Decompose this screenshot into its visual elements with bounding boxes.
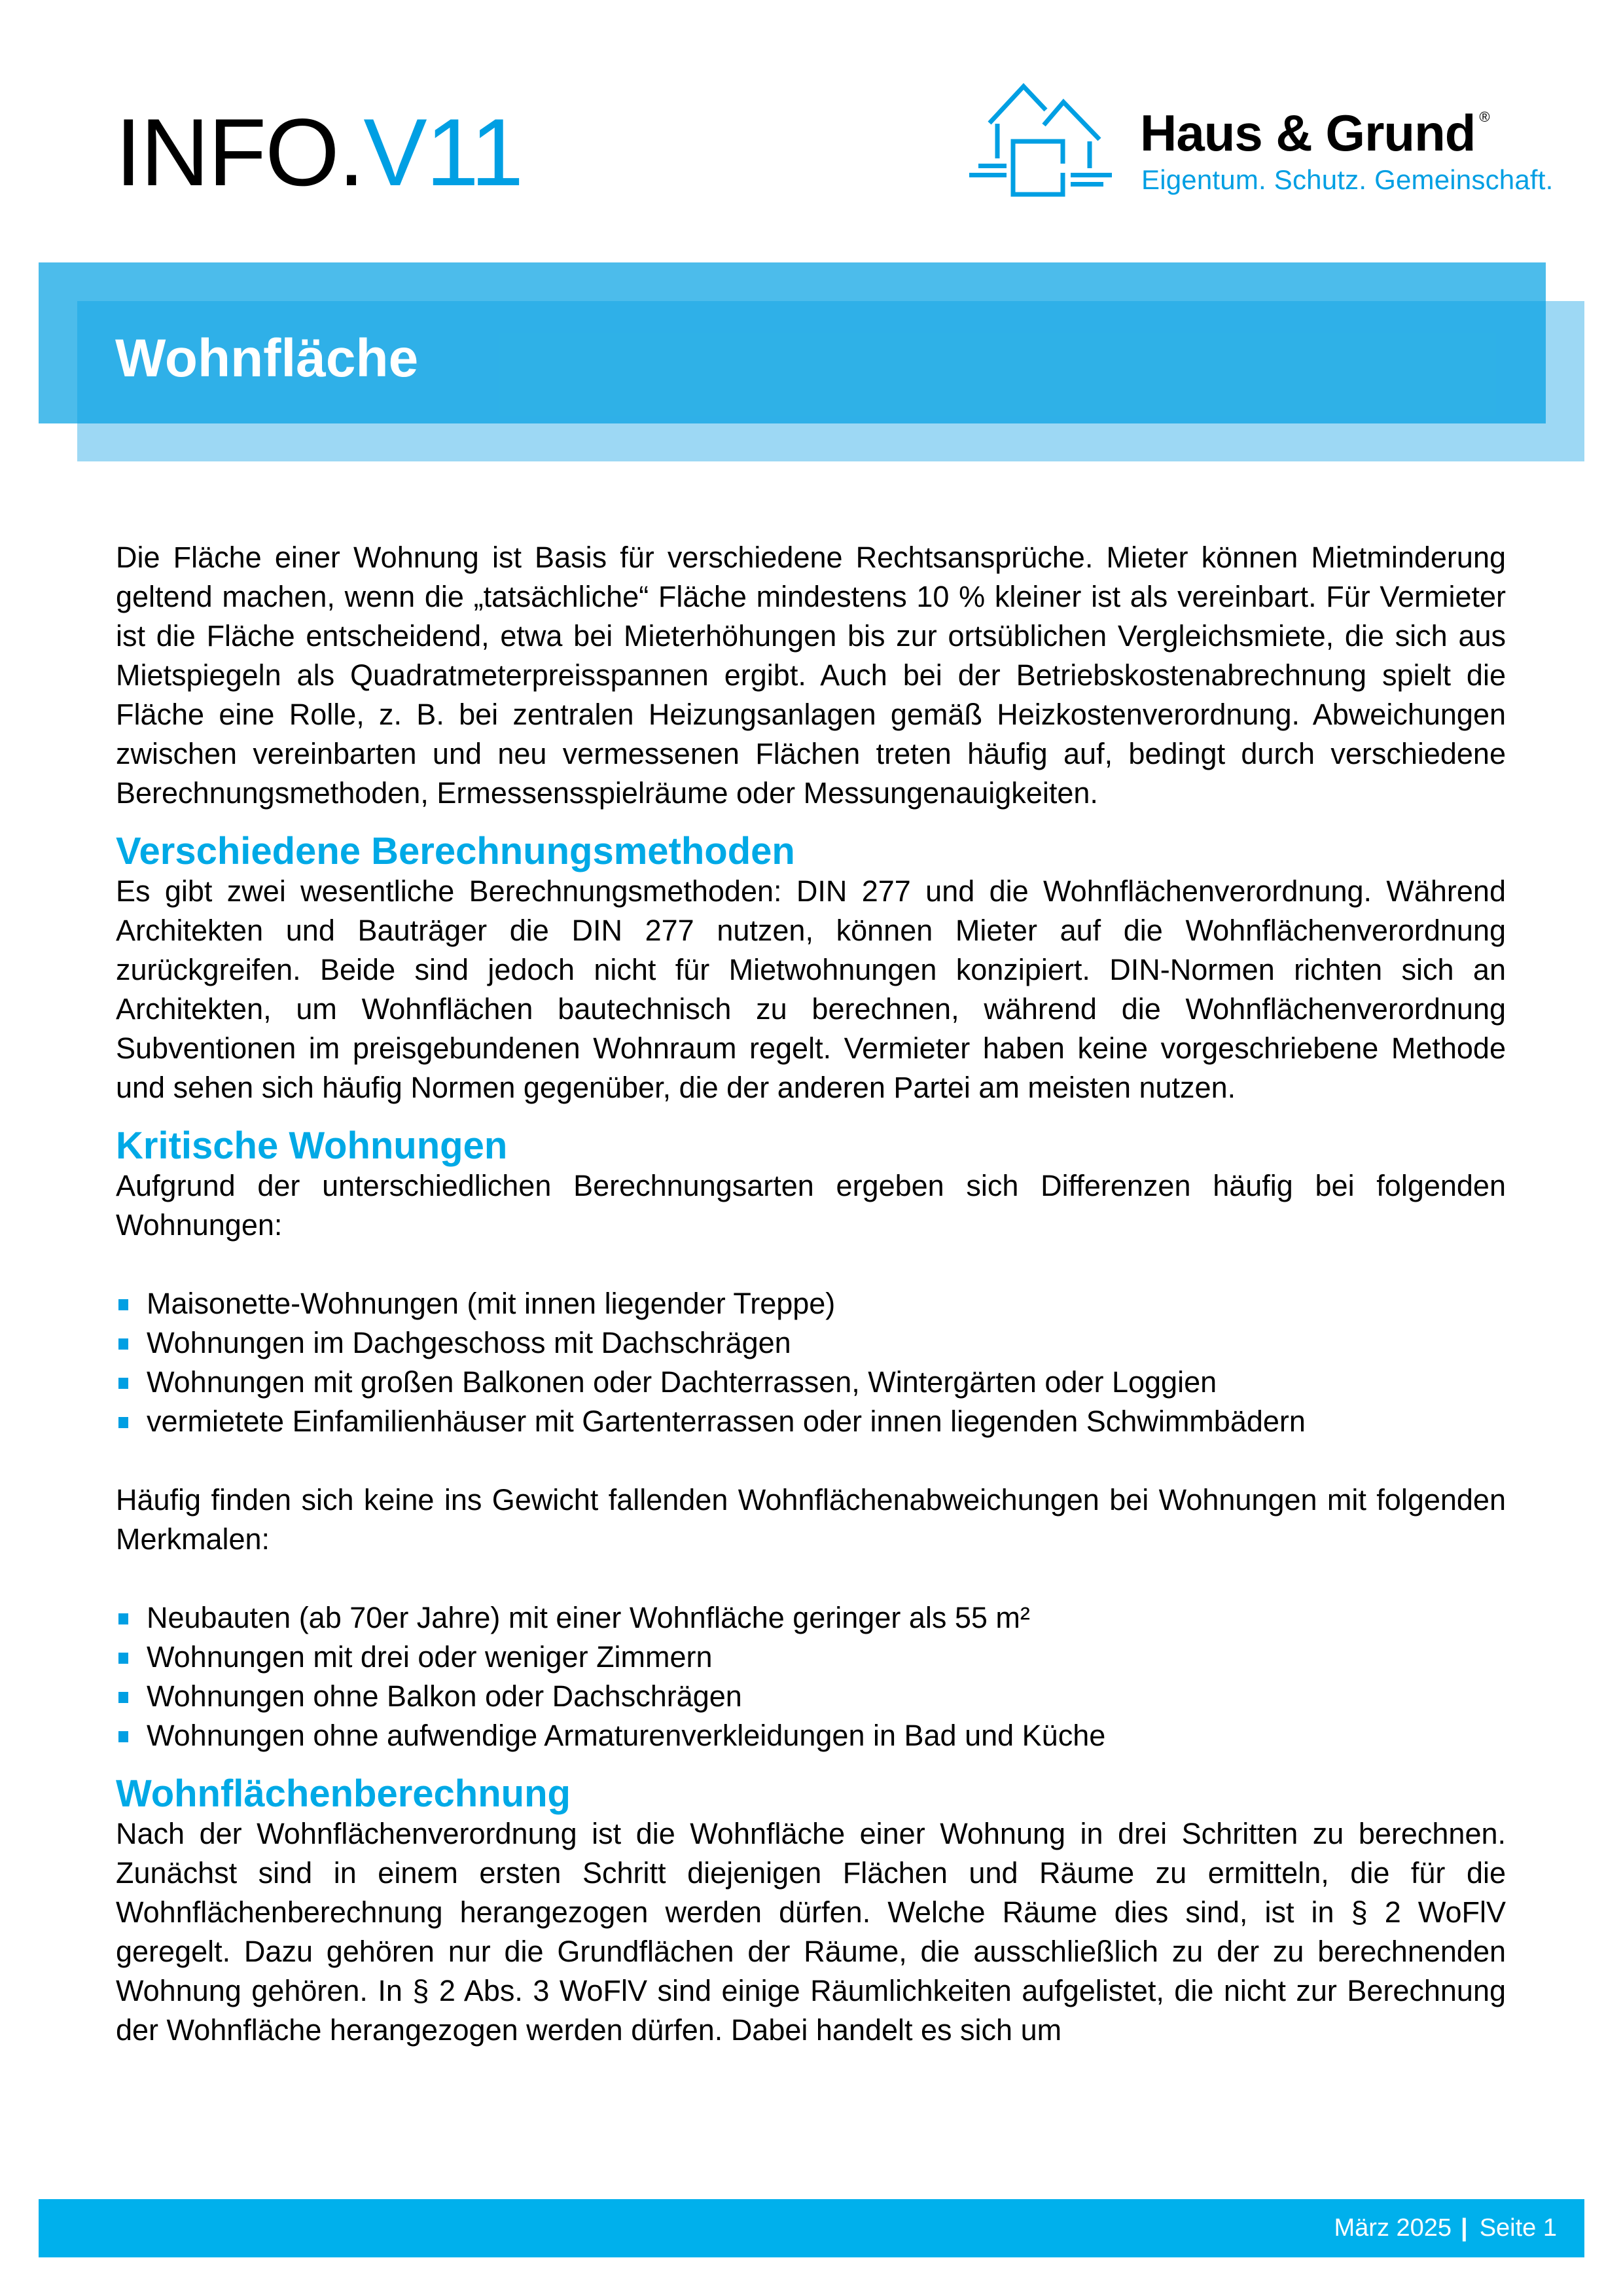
list-item: Maisonette-Wohnungen (mit innen liegender Treppe)	[116, 1284, 1506, 1323]
section-heading: Kritische Wohnungen	[116, 1124, 508, 1167]
house-logo-icon	[957, 73, 1120, 198]
footer-separator: |	[1461, 2214, 1468, 2242]
bullet-square-icon	[118, 1692, 128, 1703]
logo-tagline: Eigentum. Schutz. Gemeinschaft.	[1141, 164, 1554, 195]
section-wohnflaechenberechnung	[116, 1774, 1506, 2050]
list-item: Wohnungen ohne aufwendige Armaturenverkleidungen in Bad und Küche	[116, 1716, 1506, 1755]
section-kritische-wohnungen	[116, 1126, 1506, 1755]
list-item: vermietete Einfamilienhäuser mit Gartenterrassen oder innen liegenden Schwimmbädern	[116, 1402, 1506, 1441]
section-heading: Wohnflächenberechnung	[116, 1772, 571, 1815]
banner-title: Wohnfläche	[115, 329, 419, 388]
registered-mark: ®	[1479, 109, 1489, 125]
section-paragraph: Nach der Wohnflächenverordnung ist die Wohnfläche einer Wohnung in drei Schritten zu berechnen. Zunächst sind in einem ersten Schritt diejenigen Flächen und Räume zu ermitteln, die für die Wohnflächenberechnung herangezogen werden dürfen. Welche Räume dies sind, ist in § 2 WoFlV geregelt. Dazu gehören nur die Grundflächen der Räume, die ausschließlich zu der zu berechnenden Wohnung gehören. In § 2 Abs. 3 WoFlV sind einige Räumlichkeiten aufgelistet, die nicht zur Berechnung der Wohnfläche herangezogen werden dürfen. Dabei handelt es sich um	[116, 1817, 1506, 2047]
list-item: Wohnungen im Dachgeschoss mit Dachschrägen	[116, 1323, 1506, 1363]
section-heading: Verschiedene Berechnungsmethoden	[116, 830, 795, 872]
section-paragraph: Häufig finden sich keine ins Gewicht fallenden Wohnflächenabweichungen bei Wohnungen mit folgenden Merkmalen:	[116, 1483, 1506, 1556]
document-body	[116, 538, 1506, 2050]
footer-page-number: Seite 1	[1479, 2214, 1557, 2242]
list-item: Wohnungen mit großen Balkonen oder Dachterrassen, Wintergärten oder Loggien	[116, 1363, 1506, 1402]
bullet-square-icon	[118, 1338, 128, 1350]
list-item: Neubauten (ab 70er Jahre) mit einer Wohnfläche geringer als 55 m²	[116, 1598, 1506, 1638]
section-paragraph: Aufgrund der unterschiedlichen Berechnungsarten ergeben sich Differenzen häufig bei folgenden Wohnungen:	[116, 1169, 1506, 1242]
intro-paragraph: Die Fläche einer Wohnung ist Basis für verschiedene Rechtsansprüche. Mieter können Mietminderung geltend machen, wenn die „tatsächliche“ Fläche mindestens 10 % kleiner ist als vereinbart. Für Vermieter ist die Fläche entscheidend, etwa bei Mieterhöhungen bis zur ortsüblichen Vergleichsmiete, die sich aus Mietspiegeln als Quadratmeterpreisspannen ergibt. Auch bei der Betriebskostenabrechnung spielt die Fläche eine Rolle, z. B. bei zentralen Heizungsanlagen gemäß Heizkostenverordnung. Abweichungen zwischen vereinbarten und neu vermessenen Flächen treten häufig auf, bedingt durch verschiedene Berechnungsmethoden, Ermessensspielräume oder Messungenauigkeiten.	[116, 541, 1506, 810]
bullet-square-icon	[118, 1378, 128, 1389]
bullet-square-icon	[118, 1613, 128, 1624]
uncritical-apartments-list	[116, 1598, 1506, 1755]
bullet-square-icon	[118, 1299, 128, 1310]
document-title	[115, 99, 523, 206]
footer-info	[1334, 2215, 1558, 2240]
section-paragraph: Es gibt zwei wesentliche Berechnungsmethoden: DIN 277 und die Wohnflächenverordnung. Während Architekten und Bauträger die DIN 277 nutzen, können Mieter auf die Wohnflächenverordnung zurückgreifen. Beide sind jedoch nicht für Mietwohnungen konzipiert. DIN-Normen richten sich an Architekten, um Wohnflächen bautechnisch zu berechnen, während die Wohnflächenverordnung Subventionen im preisgebundenen Wohnraum regelt. Vermieter haben keine vorgeschriebene Methode und sehen sich häufig Normen gegenüber, die der anderen Partei am meisten nutzen.	[116, 874, 1506, 1104]
bullet-square-icon	[118, 1653, 128, 1664]
bullet-square-icon	[118, 1731, 128, 1742]
list-item: Wohnungen mit drei oder weniger Zimmern	[116, 1638, 1506, 1677]
logo-wordmark: Haus & Grund ®	[1140, 104, 1489, 162]
list-item: Wohnungen ohne Balkon oder Dachschrägen	[116, 1677, 1506, 1716]
title-accent: V11	[363, 99, 523, 206]
critical-apartments-list	[116, 1284, 1506, 1441]
page-footer	[39, 2199, 1584, 2257]
bullet-square-icon	[118, 1417, 128, 1428]
section-berechnungsmethoden	[116, 831, 1506, 1107]
haus-und-grund-logo	[957, 73, 1554, 204]
footer-date: März 2025	[1334, 2214, 1452, 2242]
title-prefix: INFO.	[115, 99, 364, 206]
